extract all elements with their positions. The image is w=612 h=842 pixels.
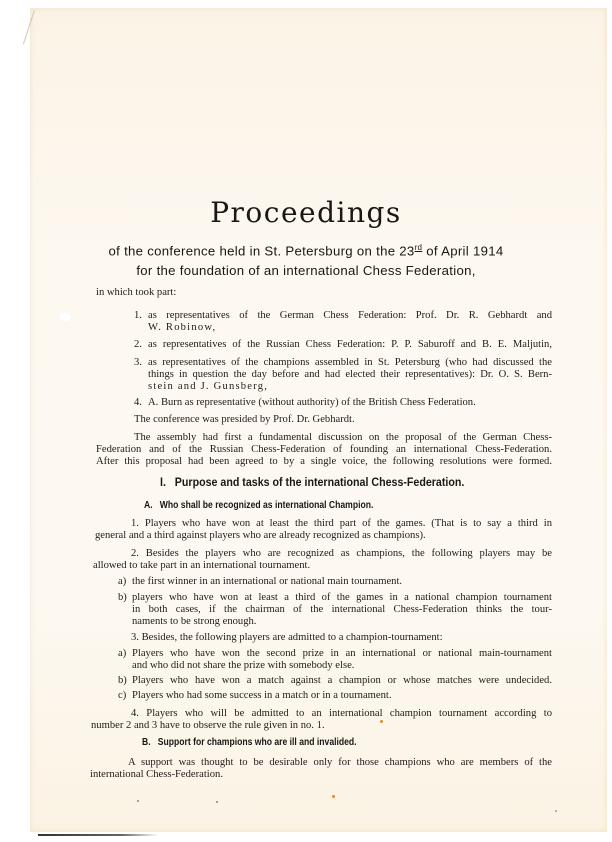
participant-line: A. Burn as representative (without authority) of the British Chess Federation. — [148, 397, 476, 408]
subsection-heading — [142, 737, 357, 748]
participant-line: things in question the day before and had elected their representatives): Dr. O. S. Bern- — [148, 369, 552, 380]
ink-speck — [332, 795, 335, 798]
subtitle-line-1 — [0, 243, 612, 258]
item-line: and who did not share the prize with somebody else. — [132, 660, 355, 671]
item-line: in both cases, if the chairman of the international Chess-Federation thinks the tour- — [132, 604, 552, 615]
item-label: c) — [118, 690, 127, 701]
rule-line: general and a third against players who are already recognized as champions). — [95, 530, 426, 541]
item-line: Players who have won a match against a champion or whose matches were undecided. — [132, 675, 552, 686]
rule-line: 3. Besides, the following players are admitted to a champion-tournament: — [131, 632, 443, 643]
participant-line: as representatives of the Russian Chess Federation: P. P. Saburoff and B. E. Maljutin, — [148, 339, 552, 350]
ordinal-suffix: rd — [414, 243, 423, 252]
rule-line: 2. Besides the players who are recognized as champions, the following players may be — [131, 548, 552, 559]
punch-hole — [58, 312, 72, 322]
rule-line: allowed to take part in an international tournament. — [93, 560, 311, 571]
rule-line: 4. Players who will be admitted to an international champion tournament according to — [131, 708, 552, 719]
subsection-title: Support for champions who are ill and invalided. — [157, 737, 357, 748]
intro-text: in which took part: — [96, 287, 177, 298]
support-line: international Chess-Federation. — [90, 769, 223, 780]
document-title: Proceedings — [210, 196, 402, 229]
participant-line: as representatives of the German Chess Federation: Prof. Dr. R. Gebhardt and — [148, 310, 552, 321]
item-line: players who have won at least a third of the games in a national champion tournament — [132, 592, 552, 603]
rule-line: 1. Players who have won at least the third part of the games. (That is to say a third in — [131, 518, 552, 529]
subsection-number: A. — [144, 500, 153, 511]
item-line: the first winner in an international or national main tournament. — [132, 576, 403, 587]
rule-line: number 2 and 3 have to observe the rule given in no. 1. — [91, 720, 325, 731]
section-title: Purpose and tasks of the international Chess-Federation. — [174, 475, 465, 489]
scan-edge-mark — [38, 834, 158, 836]
item-line: Players who have won the second prize in an international or national main-tournament — [132, 648, 552, 659]
section-number: I. — [160, 475, 166, 489]
subtitle-text: of April 1914 — [422, 243, 504, 259]
participant-line: as representatives of the champions assembled in St. Petersburg (who had discussed the — [148, 357, 552, 368]
subsection-title: Who shall be recognized as international Champion. — [159, 500, 374, 511]
section-heading — [160, 475, 464, 489]
item-label: a) — [118, 576, 127, 587]
support-line: A support was thought to be desirable only for those champions who are members of the — [128, 757, 552, 768]
ink-speck — [216, 801, 218, 803]
item-label: b) — [118, 592, 127, 603]
item-line: Players who had some success in a match or in a tournament. — [132, 690, 392, 701]
assembly-line: Federation and of the Russian Chess-Federation of founding an international Chess-Federation. — [96, 444, 552, 455]
subsection-number: B. — [142, 737, 151, 748]
ink-speck — [380, 720, 383, 723]
subtitle-text: of the conference held in St. Petersburg on the 23 — [108, 243, 415, 259]
subtitle-line-2: for the foundation of an international Chess Federation, — [136, 263, 476, 278]
presided-text: The conference was presided by Prof. Dr. Gebhardt. — [134, 414, 355, 425]
item-label: b) — [118, 675, 127, 686]
subsection-heading — [144, 500, 373, 511]
assembly-line: The assembly had first a fundamental discussion on the proposal of the German Chess- — [134, 432, 552, 443]
participant-number: 1. — [134, 310, 142, 321]
participant-number: 2. — [134, 339, 142, 350]
assembly-line: After this proposal had been agreed to by a single voice, the following resolutions were formed. — [96, 456, 552, 467]
item-line: naments to be strong enough. — [132, 616, 257, 627]
participant-line: stein and J. Gunsberg, — [148, 381, 269, 392]
ink-speck — [555, 810, 557, 812]
participant-number: 4. — [134, 397, 142, 408]
item-label: a) — [118, 648, 127, 659]
participant-line: W. Robinow, — [148, 322, 217, 333]
ink-speck — [137, 800, 139, 802]
participant-number: 3. — [134, 357, 142, 368]
